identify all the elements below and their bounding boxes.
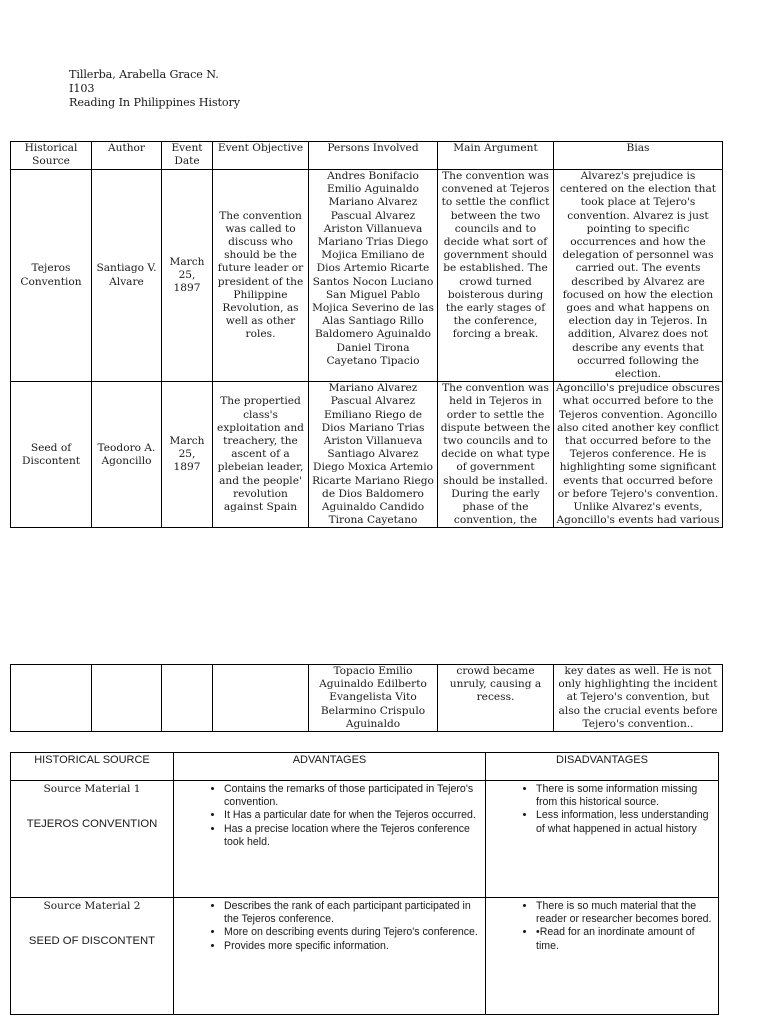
list-item: • There is some information missing from this historical source. <box>536 783 714 809</box>
list-item: • Provides more specific information. <box>224 940 481 953</box>
objective-cell: The convention was called to discuss who should be the future leader or president of the Philippine Revolution, as well as other roles. <box>213 170 309 382</box>
column-header: ADVANTAGES <box>174 753 486 781</box>
column-header: Persons Involved <box>309 142 438 170</box>
table-row <box>11 781 719 898</box>
date-cell: March 25, 1897 <box>162 382 213 528</box>
column-header: Event Date <box>162 142 213 170</box>
table-row <box>11 898 719 1015</box>
persons-cell: Topacio Emilio Aguinaldo Edilberto Evangelista Vito Belarmino Crispulo Aguinaldo <box>309 665 438 732</box>
column-header: Event Objective <box>213 142 309 170</box>
column-header: Historical Source <box>11 142 92 170</box>
document-header <box>69 68 240 110</box>
table-row <box>11 665 723 732</box>
argument-cell: The convention was held in Tejeros in order to settle the dispute between the two councils and to decide on what type of government should be installed. During the early phase of the convention, the <box>438 382 554 528</box>
source-cell <box>11 898 174 1015</box>
student-name: Tillerba, Arabella Grace N. <box>69 68 219 81</box>
bias-cell: Alvarez's prejudice is centered on the election that took place at Tejero's convention. Alvarez is just pointing to specific occurrences and how the delegation of personnel was carried out. The events described by Alvarez are focused on how the election goes and what happens on election day in Tejeros. In addition, Alvarez does not describe any events that occurred following the election. <box>554 170 723 382</box>
table-header-row <box>11 142 723 170</box>
argument-cell: The convention was convened at Tejeros to settle the conflict between the two councils and to decide what sort of government should be established. The crowd turned boisterous during the early stages of the conference, forcing a break. <box>438 170 554 382</box>
source-title: Source Material 1 <box>43 783 141 795</box>
author-cell: Teodoro A. Agoncillo <box>92 382 162 528</box>
list-item: • •Read for an inordinate amount of time. <box>536 926 714 952</box>
column-header: Author <box>92 142 162 170</box>
persons-cell: Andres Bonifacio Emilio Aguinaldo Mariano Alvarez Pascual Alvarez Ariston Villanueva Mariano Trias Diego Mojica Emiliano de Dios Artemio Ricarte Santos Nocon Luciano San Miguel Pablo Mojica Severino de las Alas Santiago Rillo Baldomero Aguinaldo Daniel Tirona Cayetano Tipacio <box>309 170 438 382</box>
empty-cell <box>162 665 213 732</box>
column-header: DISADVANTAGES <box>486 753 719 781</box>
list-item: • Contains the remarks of those participated in Tejero's convention. <box>224 783 481 809</box>
disadvantages-cell <box>486 898 719 1015</box>
list-item: • It Has a particular date for when the Tejeros occurred. <box>224 809 481 822</box>
list-item: • Less information, less understanding of what happened in actual history <box>536 809 714 835</box>
bias-cell: Agoncillo's prejudice obscures what occurred before to the Tejeros convention. Agoncillo also cited another key conflict that occurred before to the Tejeros conference. He is highlighting some significant events that occurred before or before Tejero's convention. Unlike Alvarez's events, Agoncillo's events had various <box>554 382 723 528</box>
empty-cell <box>213 665 309 732</box>
advantages-cell <box>174 898 486 1015</box>
advantages-cell <box>174 781 486 898</box>
section-code: I103 <box>69 82 95 95</box>
source-cell: Tejeros Convention <box>11 170 92 382</box>
date-cell: March 25, 1897 <box>162 170 213 382</box>
bias-cell: key dates as well. He is not only highlighting the incident at Tejero's convention, but also the crucial events before Tejero's convention.. <box>554 665 723 732</box>
persons-cell: Mariano Alvarez Pascual Alvarez Emiliano Riego de Dios Mariano Trias Ariston Villanueva Santiago Alvarez Diego Moxica Artemio Ricarte Mariano Riego de Dios Baldomero Aguinaldo Candido Tirona Cayetano <box>309 382 438 528</box>
table-row <box>11 382 723 528</box>
table-row <box>11 170 723 382</box>
source-name: TEJEROS CONVENTION <box>26 818 158 831</box>
source-cell <box>11 781 174 898</box>
list-item: • Has a precise location where the Tejeros conference took held. <box>224 823 481 849</box>
column-header: HISTORICAL SOURCE <box>11 753 174 781</box>
author-cell: Santiago V. Alvare <box>92 170 162 382</box>
list-item: • More on describing events during Tejero's conference. <box>224 926 481 939</box>
source-name: SEED OF DISCONTENT <box>28 935 156 948</box>
list-item: • There is so much material that the reader or researcher becomes bored. <box>536 900 714 926</box>
continued-table <box>10 664 723 732</box>
course-title: Reading In Philippines History <box>69 96 241 109</box>
source-title: Source Material 2 <box>43 900 141 912</box>
list-item: • Describes the rank of each participant participated in the Tejeros conference. <box>224 900 481 926</box>
table-header-row <box>11 753 719 781</box>
empty-cell <box>92 665 162 732</box>
column-header: Bias <box>554 142 723 170</box>
source-cell: Seed of Discontent <box>11 382 92 528</box>
objective-cell: The propertied class's exploitation and treachery, the ascent of a plebeian leader, and the people' revolution against Spain <box>213 382 309 528</box>
column-header: Main Argument <box>438 142 554 170</box>
disadvantages-cell <box>486 781 719 898</box>
historical-sources-table <box>10 141 723 528</box>
empty-cell <box>11 665 92 732</box>
argument-cell: crowd became unruly, causing a recess. <box>438 665 554 732</box>
advantages-table <box>10 752 719 1015</box>
